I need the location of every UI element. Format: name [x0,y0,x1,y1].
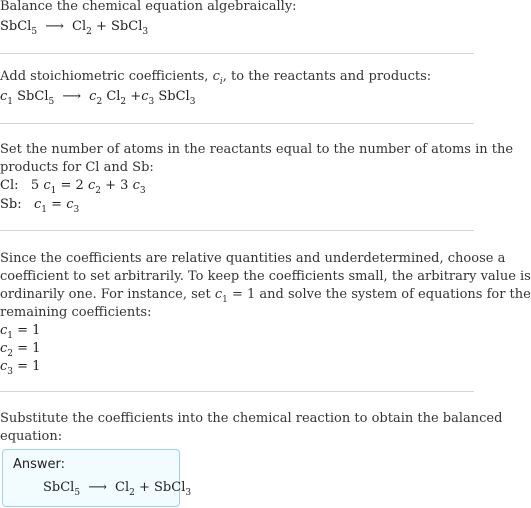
step4-line4: remaining coefficients: [0,305,152,320]
step1-equation [0,18,148,36]
cl-label: Cl: [0,178,19,193]
step3-intro-line1: Set the number of atoms in the reactants equal to the number of atoms in the [0,142,514,157]
step3-intro-line2: products for Cl and Sb: [0,160,154,175]
step2-equation: $c_1$ SbCl$_5$ ⟶ $c_2$ $Cl_2 +c_3$ SbCl$_3$ [0,89,196,107]
section-divider [0,230,474,231]
plus-sign: + [95,19,107,34]
solution-c1: $c_1 = 1$ [0,323,41,341]
cl-balance-equation: Cl: 5 $c_1 = 2$ $c_2 + 3$ $c_3$ [0,178,146,196]
product-sbcl3: SbCl$_3$ [111,19,149,37]
sb-balance-equation: Sb: $c_1 = c_3$ [0,197,80,215]
section-divider [0,53,474,54]
step4-line2: coefficient to set arbitrarily. To keep the coefficients small, the arbitrary value is [0,269,531,284]
answer-box [2,449,192,507]
step5-line1: Substitute the coefficients into the chemical reaction to obtain the balanced [0,411,503,426]
step5-line2: equation: [0,429,63,444]
product-cl2: $Cl_2$ [72,19,92,37]
answer-equation: SbCl$_5$ ⟶ $Cl_2$ + SbCl$_3$ [43,480,192,498]
sb-label: Sb: [0,197,22,212]
section-divider [0,123,474,124]
reaction-arrow: ⟶ [45,19,64,34]
answer-label: Answer: [13,457,66,472]
step4-line1: Since the coefficients are relative quantities and underdetermined, choose a [0,251,506,266]
step2-intro: Add stoichiometric coefficients, $c_i$, to the reactants and products: [0,69,432,87]
section-divider [0,391,474,392]
step1-intro: Balance the chemical equation algebraically: [0,0,297,14]
step4-line3: ordinarily one. For instance, set $c_1 = 1$ and solve the system of equations for the [0,287,531,305]
solution-c3: $c_3 = 1$ [0,359,41,377]
solution-c2: $c_2 = 1$ [0,341,41,359]
reactant-sbcl5: SbCl$_5$ [0,19,38,37]
